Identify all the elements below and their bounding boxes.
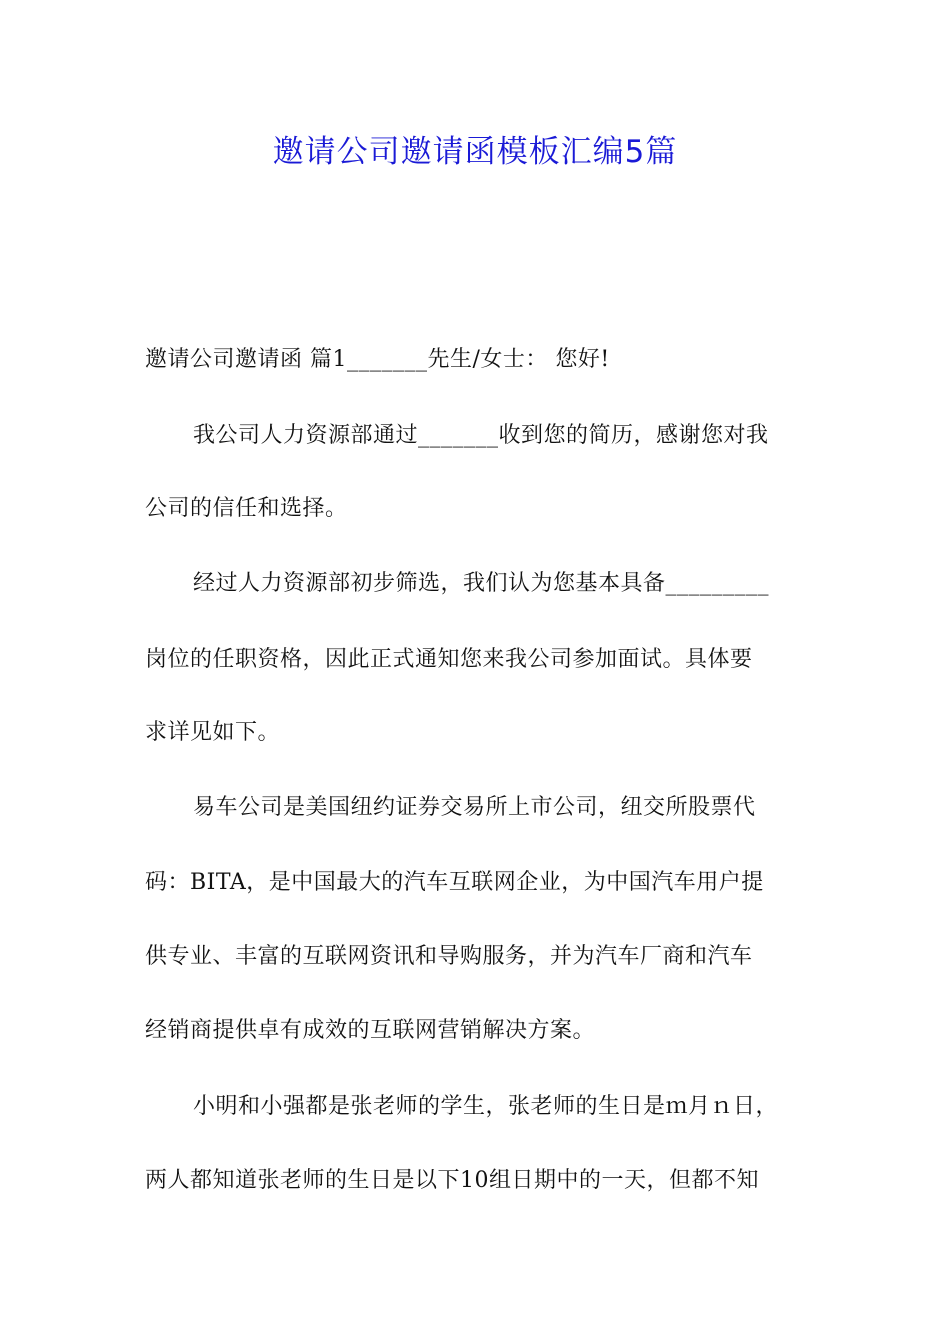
paragraph-line: 码：BITA，是中国最大的汽车互联网企业，为中国汽车用户提 bbox=[145, 870, 764, 895]
paragraph-line: 公司的信任和选择。 bbox=[145, 496, 348, 521]
paragraph-line: 两人都知道张老师的生日是以下10组日期中的一天，但都不知 bbox=[145, 1168, 759, 1193]
paragraph-line: 小明和小强都是张老师的学生，张老师的生日是ｍ月ｎ日， bbox=[193, 1094, 779, 1119]
paragraph-line: 供专业、丰富的互联网资讯和导购服务，并为汽车厂商和汽车 bbox=[145, 944, 753, 969]
greeting-line: 邀请公司邀请函 篇1_______先生/女士： 您好! bbox=[145, 347, 610, 372]
paragraph-line: 岗位的任职资格，因此正式通知您来我公司参加面试。具体要 bbox=[145, 647, 753, 672]
paragraph-line: 求详见如下。 bbox=[145, 720, 281, 745]
paragraph-line: 我公司人力资源部通过_______收到您的简历，感谢您对我 bbox=[193, 423, 769, 448]
paragraph-line: 经过人力资源部初步筛选，我们认为您基本具备_________ bbox=[193, 571, 770, 596]
paragraph-line: 经销商提供卓有成效的互联网营销解决方案。 bbox=[145, 1018, 596, 1043]
document-title: 邀请公司邀请函模板汇编5篇 bbox=[272, 134, 678, 170]
paragraph-line: 易车公司是美国纽约证券交易所上市公司，纽交所股票代 bbox=[193, 795, 756, 820]
